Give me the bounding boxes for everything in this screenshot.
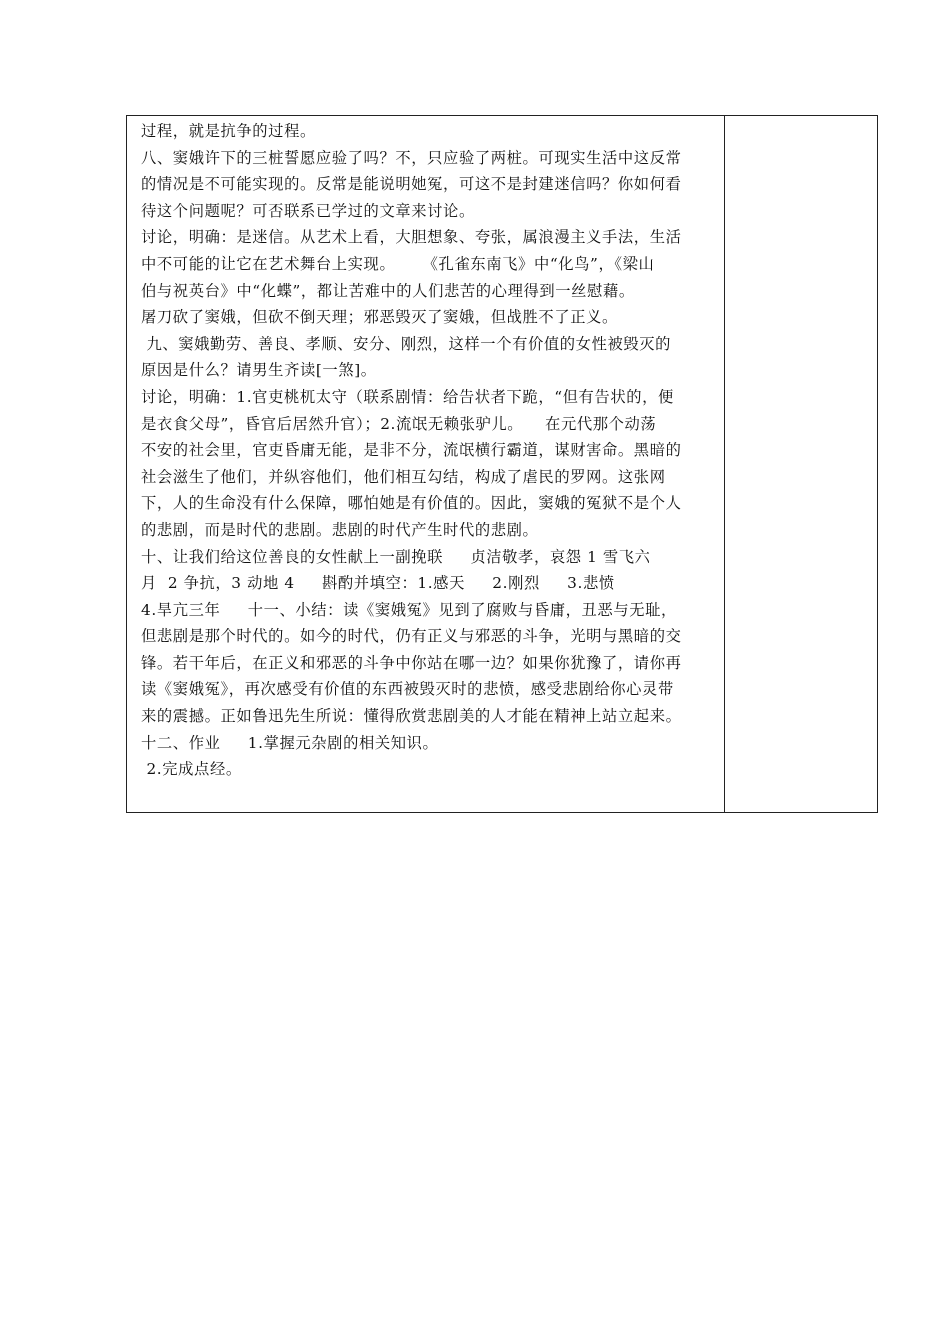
question-9-line: 九、窦娥勤劳、善良、孝顺、安分、刚烈，这样一个有价值的女性被毁灭的 <box>141 334 672 353</box>
table-row <box>127 116 878 813</box>
lesson-plan-table <box>126 115 878 813</box>
text-line: 锋。若干年后，在正义和邪恶的斗争中你站在哪一边？如果你犹豫了，请你再 <box>141 653 682 672</box>
text-line: 伯与祝英台》中“化蝶”，都让苦难中的人们悲苦的心理得到一丝慰藉。 <box>141 281 635 300</box>
text-line: 中不可能的让它在艺术舞台上实现。 《孔雀东南飞》中“化鸟”，《梁山 <box>141 254 655 273</box>
notes-cell <box>725 116 878 813</box>
text-line: 不安的社会里，官吏昏庸无能，是非不分，流氓横行霸道，谋财害命。黑暗的 <box>141 441 682 460</box>
text-line: 来的震撼。正如鲁迅先生所说：懂得欣赏悲剧美的人才能在精神上站立起来。 <box>141 707 682 726</box>
text-line: 下，人的生命没有什么保障，哪怕她是有价值的。因此，窦娥的冤狱不是个人 <box>141 494 682 513</box>
text-line: 月 2 争抗，3 动地 4 斟酌并填空：1.感天 2.刚烈 3.悲愤 <box>141 574 615 593</box>
text-line: 2.完成点经。 <box>141 760 242 779</box>
text-line: 屠刀砍了窦娥，但砍不倒天理；邪恶毁灭了窦娥，但战胜不了正义。 <box>141 308 618 327</box>
text-line: 读《窦娥冤》，再次感受有价值的东西被毁灭时的悲愤，感受悲剧给你心灵带 <box>141 680 674 699</box>
homework-line: 十二、作业 1.掌握元杂剧的相关知识。 <box>141 733 439 752</box>
text-line: 的悲剧，而是时代的悲剧。悲剧的时代产生时代的悲剧。 <box>141 520 539 539</box>
section-10-line: 十、让我们给这位善良的女性献上一副挽联 贞洁敬孝，哀怨 1 雪飞六 <box>141 547 651 566</box>
text-line: 的情况是不可能实现的。反常是能说明她冤，可这不是封建迷信吗？你如何看 <box>141 175 682 194</box>
discussion-line: 讨论，明确：1.官吏桃杌太守（联系剧情：给告状者下跪，“但有告状的，便 <box>141 387 674 406</box>
question-8-line: 八、窦娥许下的三桩誓愿应验了吗？不，只应验了两桩。可现实生活中这反常 <box>141 148 682 167</box>
text-line: 是衣食父母”，昏官后居然升官）；2.流氓无赖张驴儿。 在元代那个动荡 <box>141 414 657 433</box>
text-line: 待这个问题呢？可否联系已学过的文章来讨论。 <box>141 201 475 220</box>
lesson-content-cell <box>127 116 725 813</box>
text-line: 原因是什么？请男生齐读[一煞]。 <box>141 361 377 380</box>
lesson-text <box>127 116 724 783</box>
text-line: 但悲剧是那个时代的。如今的时代，仍有正义与邪恶的斗争，光明与黑暗的交 <box>141 627 682 646</box>
section-11-line: 4.旱亢三年 十一、小结：读《窦娥冤》见到了腐败与昏庸，丑恶与无耻， <box>141 600 677 619</box>
text-line: 社会滋生了他们，并纵容他们，他们相互勾结，构成了虐民的罗网。这张网 <box>141 467 666 486</box>
discussion-line: 讨论，明确：是迷信。从艺术上看，大胆想象、夸张，属浪漫主义手法，生活 <box>141 228 682 247</box>
text-line: 过程，就是抗争的过程。 <box>141 122 316 140</box>
